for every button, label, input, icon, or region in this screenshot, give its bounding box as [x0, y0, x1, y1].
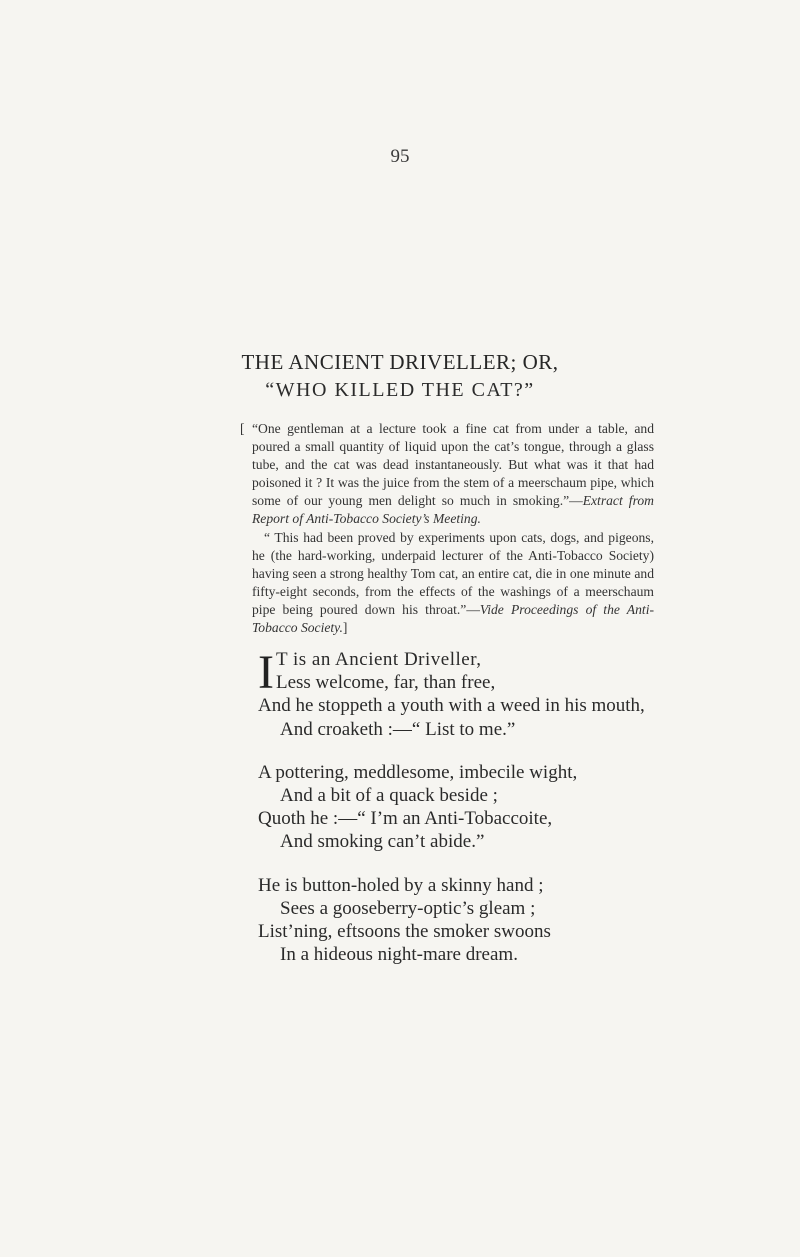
- epigraph-quote-2: “ This had been proved by experiments upon cats, dogs, and pigeons, he (the hard-working, underpaid lecturer of the Anti-Tobacco Society) having seen a strong healthy Tom cat, an entire cat, die in one minute and fifty-eight seconds, from the effects of the washings of a meerschaum pipe being poured down his throat.”—: [252, 529, 654, 617]
- poem-line: He is button-holed by a skinny hand ;: [258, 874, 544, 896]
- epigraph-source-2: Vide Proceedings of the Anti-Tobacco Society.: [252, 601, 654, 636]
- poem-line: And smoking can’t abide.”: [280, 831, 485, 853]
- stanza-1: [258, 648, 678, 741]
- epigraph-paragraph-1: [240, 420, 654, 529]
- drop-cap: I: [258, 646, 274, 699]
- epigraph-paragraph-2: [252, 529, 654, 638]
- poem-line: List’ning, eftsoons the smoker swoons: [258, 921, 551, 943]
- poem-line: Less welcome, far, than free,: [275, 672, 496, 694]
- poem-line: Quoth he :—“ I’m an Anti-Tobaccoite,: [258, 808, 553, 830]
- poem-line: And a bit of a quack beside ;: [280, 785, 498, 807]
- stanza-3: [258, 874, 678, 967]
- poem-line: Sees a gooseberry-optic’s gleam ;: [280, 897, 536, 919]
- epigraph-open-bracket: [: [240, 421, 245, 436]
- poem-line: And croaketh :—“ List to me.”: [280, 718, 516, 740]
- poem-body: [258, 648, 678, 986]
- epigraph-quote-1: “One gentleman at a lecture took a fine cat from under a table, and poured a small quantity of liquid upon the cat’s tongue, through a glass tube, and the cat was dead instantaneously. But what was it that had poisoned it ? It was the juice from the stem of a meerschaum pipe, which some of our young men delight so much in smoking.”—: [252, 421, 654, 509]
- page-number: 95: [390, 146, 410, 167]
- poem-title: THE ANCIENT DRIVELLER; OR,: [241, 350, 559, 374]
- poem-line: In a hideous night-mare dream.: [280, 944, 518, 966]
- stanza-2: [258, 761, 678, 854]
- epigraph-close-bracket: ]: [342, 620, 348, 636]
- poem-line: And he stoppeth a youth with a weed in his mouth,: [258, 695, 645, 717]
- poem-subtitle: “WHO KILLED THE CAT?”: [265, 379, 535, 401]
- epigraph-source-1: Extract from Report of Anti-Tobacco Society’s Meeting.: [252, 493, 654, 527]
- epigraph: [240, 420, 654, 637]
- poem-line: T is an Ancient Driveller,: [275, 649, 482, 670]
- poem-line: A pottering, meddlesome, imbecile wight,: [258, 761, 578, 783]
